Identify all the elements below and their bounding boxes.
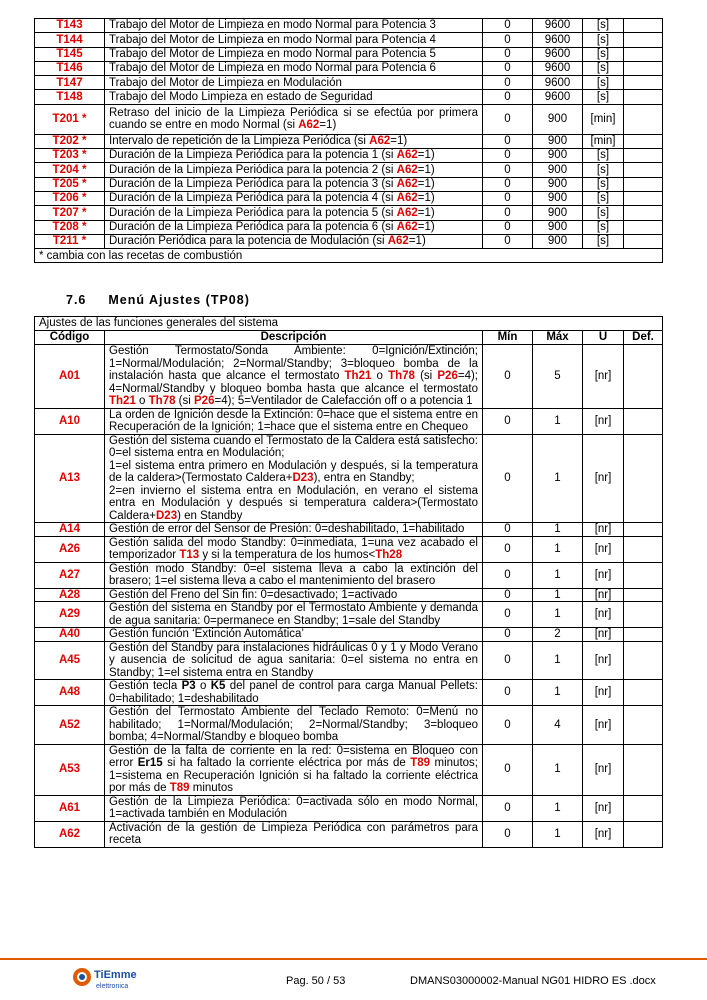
unit-value: [nr] [583, 628, 624, 642]
parameter-description: Intervalo de repetición de la Limpieza Periódica (si A62=1) [105, 134, 483, 148]
default-value [624, 795, 663, 821]
parameter-description: Gestión salida del modo Standby: 0=inmediata, 1=una vez acabado el temporizador T13 y si la temperatura de los humos<Th28 [105, 536, 483, 562]
default-value [624, 220, 663, 234]
min-value: 0 [483, 680, 533, 706]
parameter-description: Trabajo del Motor de Limpieza en modo Normal para Potencia 3 [105, 19, 483, 33]
parameter-code: T201 * [35, 104, 105, 134]
parameter-code: A13 [35, 434, 105, 523]
default-value [624, 177, 663, 191]
parameter-description: Gestión del Freno del Sin fin: 0=desactivado; 1=activado [105, 588, 483, 602]
parameter-description: Duración de la Limpieza Periódica para la potencia 6 (si A62=1) [105, 220, 483, 234]
parameter-code: T202 * [35, 134, 105, 148]
max-value: 1 [533, 795, 583, 821]
header-desc: Descripción [105, 331, 483, 345]
parameter-code: T143 [35, 19, 105, 33]
table-note-row [35, 249, 663, 263]
parameter-reference: A62 [298, 119, 320, 132]
unit-value: [s] [583, 90, 624, 104]
parameter-code: T144 [35, 33, 105, 47]
parameter-reference: Th78 [148, 395, 176, 407]
parameter-description: Duración de la Limpieza Periódica para la potencia 3 (si A62=1) [105, 177, 483, 191]
unit-value: [s] [583, 234, 624, 248]
max-value: 1 [533, 562, 583, 588]
parameter-description: Duración Periódica para la potencia de Modulación (si A62=1) [105, 234, 483, 248]
unit-value: [nr] [583, 562, 624, 588]
min-value: 0 [483, 134, 533, 148]
min-value: 0 [483, 536, 533, 562]
min-value: 0 [483, 408, 533, 434]
min-value: 0 [483, 234, 533, 248]
unit-value: [min] [583, 134, 624, 148]
parameter-description: Trabajo del Motor de Limpieza en modo Normal para Potencia 4 [105, 33, 483, 47]
parameter-reference: D23 [156, 509, 178, 522]
max-value: 900 [533, 134, 583, 148]
tiemme-logo [72, 962, 152, 992]
table-row [35, 434, 663, 523]
max-value: 1 [533, 536, 583, 562]
parameter-code: A28 [35, 588, 105, 602]
max-value: 9600 [533, 90, 583, 104]
table-row [35, 163, 663, 177]
default-value [624, 345, 663, 409]
default-value [624, 434, 663, 523]
min-value: 0 [483, 19, 533, 33]
parameter-description: Gestión de la falta de corriente en la red: 0=sistema en Bloqueo con error Er15 si ha faltado la corriente eléctrica por más de T89 minutos; 1=sistema en Recuperación Ignición si ha faltado la corriente eléctrica por más de T89 minutos [105, 744, 483, 795]
default-value [624, 523, 663, 537]
min-value: 0 [483, 177, 533, 191]
parameter-code: T147 [35, 76, 105, 90]
default-value [624, 628, 663, 642]
parameter-reference: A62 [396, 192, 418, 205]
max-value: 1 [533, 523, 583, 537]
parameter-code: A53 [35, 744, 105, 795]
unit-value: [nr] [583, 434, 624, 523]
max-value: 1 [533, 602, 583, 628]
default-value [624, 134, 663, 148]
header-min: Mín [483, 331, 533, 345]
parameter-reference: Th78 [388, 370, 415, 382]
unit-value: [s] [583, 220, 624, 234]
parameter-reference: Th21 [109, 395, 136, 407]
parameter-reference: A62 [396, 149, 418, 162]
footer-divider [0, 958, 707, 960]
parameter-description: Gestión Termostato/Sonda Ambiente: 0=Ignición/Extinción; 1=Normal/Modulación; 2=Normal/Standby; 3=bloqueo bomba de la instalación hasta que alcance el termostato Th21 o Th78 (si P26=4); 4=Normal/Standby y bloqueo bomba hasta que alcance el termostato Th21 o Th78 (si P26=4); 5=Ventilador de Calefacción off o a potencia 1 [105, 345, 483, 409]
max-value: 900 [533, 177, 583, 191]
table-row [35, 744, 663, 795]
table-row [35, 706, 663, 745]
unit-value: [nr] [583, 744, 624, 795]
default-value [624, 602, 663, 628]
unit-value: [s] [583, 19, 624, 33]
logo-subtext: elettronica [96, 983, 129, 990]
min-value: 0 [483, 345, 533, 409]
table-row [35, 821, 663, 847]
header-unit: U [583, 331, 624, 345]
table-row [35, 19, 663, 33]
default-value [624, 163, 663, 177]
max-value: 1 [533, 641, 583, 680]
parameter-code: A14 [35, 523, 105, 537]
max-value: 9600 [533, 19, 583, 33]
max-value: 900 [533, 220, 583, 234]
parameter-reference: P26 [437, 370, 458, 382]
min-value: 0 [483, 61, 533, 75]
table-row [35, 523, 663, 537]
min-value: 0 [483, 744, 533, 795]
parameter-description: Gestión tecla P3 o K5 del panel de control para carga Manual Pellets: 0=habilitado; 1=deshabilitado [105, 680, 483, 706]
parameter-code: A01 [35, 345, 105, 409]
table-row [35, 588, 663, 602]
key-reference: Er15 [137, 757, 163, 769]
key-reference: P3 [181, 680, 196, 692]
table-row [35, 795, 663, 821]
max-value: 2 [533, 628, 583, 642]
parameter-reference: Th28 [375, 549, 403, 561]
parameter-description: La orden de Ignición desde la Extinción: 0=hace que el sistema entre en Recuperación de la Ignición; 1=hace que el sistema entre en Chequeo [105, 408, 483, 434]
parameter-reference: D23 [292, 472, 314, 484]
section-heading [66, 293, 250, 307]
unit-value: [nr] [583, 523, 624, 537]
max-value: 1 [533, 821, 583, 847]
default-value [624, 588, 663, 602]
default-value [624, 641, 663, 680]
default-value [624, 47, 663, 61]
parameters-table-top [34, 18, 663, 263]
parameter-description: Duración de la Limpieza Periódica para la potencia 2 (si A62=1) [105, 163, 483, 177]
max-value: 900 [533, 234, 583, 248]
header-def: Def. [624, 331, 663, 345]
max-value: 9600 [533, 47, 583, 61]
min-value: 0 [483, 562, 533, 588]
parameter-reference: A62 [396, 163, 418, 176]
parameter-description: Duración de la Limpieza Periódica para la potencia 4 (si A62=1) [105, 191, 483, 205]
min-value: 0 [483, 821, 533, 847]
parameter-description: Activación de la gestión de Limpieza Periódica con parámetros para receta [105, 821, 483, 847]
unit-value: [nr] [583, 680, 624, 706]
parameter-description: Gestión función ‘Extinción Automática’ [105, 628, 483, 642]
table-row [35, 33, 663, 47]
parameter-description: Retraso del inicio de la Limpieza Periódica si se efectúa por primera cuando se entre en modo Normal (si A62=1) [105, 104, 483, 134]
parameter-reference: A62 [387, 235, 409, 248]
parameter-description: Gestión del Termostato Ambiente del Teclado Remoto: 0=Menú no habilitado; 1=Normal/Modulación; 2=Normal/Standby; 3=bloqueo bomba; 4=Normal/Standby e bloqueo bomba [105, 706, 483, 745]
parameter-reference: T89 [410, 757, 431, 769]
parameter-code: T205 * [35, 177, 105, 191]
parameter-description: Gestión modo Standby: 0=el sistema lleva a cabo la extinción del brasero; 1=el sistema lleva a cabo el mantenimiento del brasero [105, 562, 483, 588]
table-row [35, 177, 663, 191]
default-value [624, 149, 663, 163]
unit-value: [s] [583, 33, 624, 47]
parameter-description: Trabajo del Motor de Limpieza en Modulación [105, 76, 483, 90]
unit-value: [s] [583, 76, 624, 90]
min-value: 0 [483, 588, 533, 602]
parameter-code: A10 [35, 408, 105, 434]
min-value: 0 [483, 191, 533, 205]
parameter-code: A61 [35, 795, 105, 821]
table-row [35, 90, 663, 104]
header-code: Código [35, 331, 105, 345]
unit-value: [min] [583, 104, 624, 134]
min-value: 0 [483, 706, 533, 745]
max-value: 9600 [533, 76, 583, 90]
parameter-reference: A62 [396, 220, 418, 233]
parameter-code: T207 * [35, 206, 105, 220]
unit-value: [nr] [583, 706, 624, 745]
parameter-description: Trabajo del Motor de Limpieza en modo Normal para Potencia 6 [105, 61, 483, 75]
default-value [624, 680, 663, 706]
parameter-code: T203 * [35, 149, 105, 163]
parameter-reference: T13 [179, 549, 200, 561]
default-value [624, 234, 663, 248]
min-value: 0 [483, 641, 533, 680]
table-row [35, 628, 663, 642]
unit-value: [s] [583, 149, 624, 163]
parameter-description: Gestión del sistema cuando el Termostato de la Caldera está satisfecho: 0=el sistema entra en Modulación; 1=el sistema entra primero en Modulación y después, si la temperatura de la caldera>(Termostato Caldera+D23), entra en Standby; 2=en invierno el sistema entra en Modulación, en verano el sistema entra en Modulación y después si temperatura caldera>(Termostato Caldera+D23) en Standby [105, 434, 483, 523]
table-row [35, 206, 663, 220]
table-row [35, 134, 663, 148]
table-row [35, 61, 663, 75]
unit-value: [nr] [583, 588, 624, 602]
parameter-reference: A62 [369, 135, 391, 148]
table-row [35, 104, 663, 134]
table-row [35, 562, 663, 588]
max-value: 4 [533, 706, 583, 745]
min-value: 0 [483, 149, 533, 163]
default-value [624, 33, 663, 47]
default-value [624, 706, 663, 745]
min-value: 0 [483, 76, 533, 90]
min-value: 0 [483, 220, 533, 234]
table-row [35, 602, 663, 628]
table-row [35, 408, 663, 434]
default-value [624, 76, 663, 90]
table-caption: Ajustes de las funciones generales del sistema [35, 317, 663, 331]
parameter-code: A62 [35, 821, 105, 847]
min-value: 0 [483, 795, 533, 821]
unit-value: [s] [583, 47, 624, 61]
default-value [624, 61, 663, 75]
parameter-code: A26 [35, 536, 105, 562]
parameter-code: T148 [35, 90, 105, 104]
parameter-code: A52 [35, 706, 105, 745]
min-value: 0 [483, 434, 533, 523]
parameter-reference: Th21 [344, 370, 372, 382]
table-row [35, 47, 663, 61]
max-value: 1 [533, 588, 583, 602]
parameter-code: T208 * [35, 220, 105, 234]
parameter-code: A27 [35, 562, 105, 588]
section-number: 7.6 [66, 293, 87, 307]
document-name: DMANS03000002-Manual NG01 HIDRO ES .docx [410, 975, 656, 987]
unit-value: [s] [583, 177, 624, 191]
parameter-code: A45 [35, 641, 105, 680]
parameter-code: T204 * [35, 163, 105, 177]
unit-value: [s] [583, 61, 624, 75]
parameter-code: A48 [35, 680, 105, 706]
parameter-description: Trabajo del Motor de Limpieza en modo Normal para Potencia 5 [105, 47, 483, 61]
unit-value: [nr] [583, 641, 624, 680]
unit-value: [s] [583, 163, 624, 177]
unit-value: [nr] [583, 602, 624, 628]
unit-value: [nr] [583, 821, 624, 847]
min-value: 0 [483, 47, 533, 61]
parameter-description: Gestión del Standby para instalaciones hidráulicas 0 y 1 y Modo Verano y ausencia de solicitud de agua sanitaria: 0=el sistema no entra en Standby; 1=el sistema entra en Standby [105, 641, 483, 680]
parameter-description: Gestión de la Limpieza Periódica: 0=activada sólo en modo Normal, 1=activada también en Modulación [105, 795, 483, 821]
max-value: 900 [533, 191, 583, 205]
min-value: 0 [483, 628, 533, 642]
parameter-code: T211 * [35, 234, 105, 248]
parameter-reference: A62 [396, 206, 418, 219]
logo-text: TiEmme [94, 969, 137, 981]
unit-value: [nr] [583, 795, 624, 821]
parameter-code: A29 [35, 602, 105, 628]
table-row [35, 345, 663, 409]
page-number: Pag. 50 / 53 [286, 975, 346, 987]
header-max: Máx [533, 331, 583, 345]
parameter-description: Gestión del sistema en Standby por el Termostato Ambiente y demanda de agua sanitaria: 0=permanece en Standby; 1=sale del Standby [105, 602, 483, 628]
max-value: 1 [533, 744, 583, 795]
table-row [35, 220, 663, 234]
table-row [35, 680, 663, 706]
default-value [624, 104, 663, 134]
max-value: 1 [533, 680, 583, 706]
max-value: 1 [533, 434, 583, 523]
default-value [624, 562, 663, 588]
default-value [624, 206, 663, 220]
parameter-reference: A62 [396, 178, 418, 191]
parameter-description: Duración de la Limpieza Periódica para la potencia 1 (si A62=1) [105, 149, 483, 163]
unit-value: [nr] [583, 536, 624, 562]
parameter-reference: P26 [194, 395, 215, 407]
parameter-code: T145 [35, 47, 105, 61]
min-value: 0 [483, 163, 533, 177]
parameter-description: Trabajo del Modo Limpieza en estado de Seguridad [105, 90, 483, 104]
default-value [624, 191, 663, 205]
default-value [624, 821, 663, 847]
default-value [624, 19, 663, 33]
section-title: Menú Ajustes (TP08) [108, 293, 250, 307]
max-value: 1 [533, 408, 583, 434]
min-value: 0 [483, 90, 533, 104]
parameter-description: Gestión de error del Sensor de Presión: 0=deshabilitado, 1=habilitado [105, 523, 483, 537]
default-value [624, 536, 663, 562]
table-row [35, 149, 663, 163]
max-value: 9600 [533, 61, 583, 75]
table-row [35, 76, 663, 90]
table-row [35, 536, 663, 562]
table-note: * cambia con las recetas de combustión [35, 249, 663, 263]
parameter-description: Duración de la Limpieza Periódica para la potencia 5 (si A62=1) [105, 206, 483, 220]
table-row [35, 234, 663, 248]
max-value: 9600 [533, 33, 583, 47]
table-row [35, 191, 663, 205]
max-value: 900 [533, 206, 583, 220]
min-value: 0 [483, 104, 533, 134]
unit-value: [nr] [583, 345, 624, 409]
parameter-code: A40 [35, 628, 105, 642]
parameter-code: T146 [35, 61, 105, 75]
unit-value: [s] [583, 206, 624, 220]
unit-value: [nr] [583, 408, 624, 434]
default-value [624, 90, 663, 104]
min-value: 0 [483, 206, 533, 220]
max-value: 900 [533, 163, 583, 177]
parameter-code: T206 * [35, 191, 105, 205]
table-row [35, 641, 663, 680]
min-value: 0 [483, 33, 533, 47]
settings-table [34, 316, 663, 848]
min-value: 0 [483, 523, 533, 537]
unit-value: [s] [583, 191, 624, 205]
key-reference: K5 [210, 680, 226, 692]
max-value: 5 [533, 345, 583, 409]
default-value [624, 744, 663, 795]
default-value [624, 408, 663, 434]
parameter-reference: T89 [169, 782, 190, 794]
min-value: 0 [483, 602, 533, 628]
max-value: 900 [533, 104, 583, 134]
max-value: 900 [533, 149, 583, 163]
